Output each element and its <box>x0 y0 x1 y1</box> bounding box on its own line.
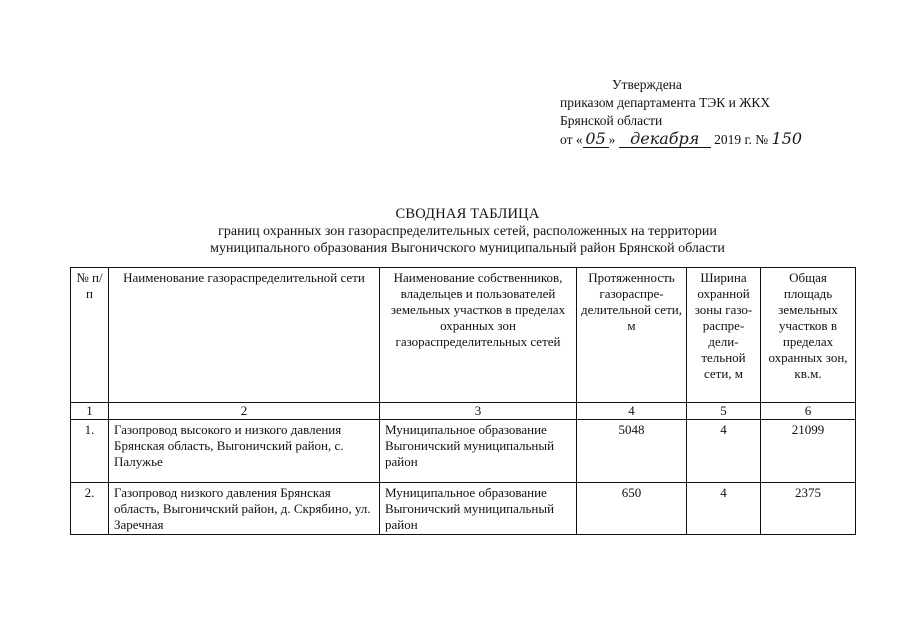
column-number: 6 <box>761 403 856 420</box>
approval-heading: Утверждена <box>612 77 682 92</box>
title-subline-2: муниципального образования Выгоничского муниципальный район Брянской области <box>210 241 725 256</box>
table-row <box>71 420 856 483</box>
table-header-row <box>71 268 856 403</box>
header-total-area: Общая площадь земельных участков в пределах охранных зон, кв.м. <box>761 268 856 403</box>
row-network: Газопровод высокого и низкого давления Брянская область, Выгоничский район, с. Палужье <box>109 420 380 483</box>
row-network: Газопровод низкого давления Брянская область, Выгоничский район, д. Скрябино, ул. Заречная <box>109 483 380 535</box>
title-subline-1: границ охранных зон газораспределительных сетей, расположенных на территории <box>218 224 717 239</box>
date-prefix: от « <box>560 132 583 147</box>
approval-order-line: приказом департамента ТЭК и ЖКХ <box>560 95 771 110</box>
column-number: 4 <box>577 403 687 420</box>
handwritten-month: декабря <box>630 129 700 148</box>
row-index: 1. <box>71 420 109 483</box>
column-number-row <box>71 403 856 420</box>
date-mid: » <box>608 132 616 147</box>
column-number: 3 <box>380 403 577 420</box>
row-length: 650 <box>577 483 687 535</box>
row-zone-width: 4 <box>687 420 761 483</box>
approval-block <box>560 76 890 149</box>
number-label: № <box>755 132 769 147</box>
row-owner: Муниципальное образование Выгоничский муниципальный район <box>380 420 577 483</box>
row-owner: Муниципальное образование Выгоничский муниципальный район <box>380 483 577 535</box>
title-main: СВОДНАЯ ТАБЛИЦА <box>395 206 540 222</box>
handwritten-number: 150 <box>771 129 803 148</box>
header-index: № п/п <box>71 268 109 403</box>
summary-table <box>70 267 856 535</box>
row-area: 21099 <box>761 420 856 483</box>
column-number: 5 <box>687 403 761 420</box>
table-row <box>71 483 856 535</box>
document-title <box>0 206 905 257</box>
approval-region-line: Брянской области <box>560 113 663 128</box>
column-number: 1 <box>71 403 109 420</box>
header-network-name: Наименование газораспределительной сети <box>109 268 380 403</box>
row-length: 5048 <box>577 420 687 483</box>
column-number: 2 <box>109 403 380 420</box>
header-length: Протяженность газораспре-делительной сети, м <box>577 268 687 403</box>
row-zone-width: 4 <box>687 483 761 535</box>
handwritten-day: 05 <box>585 129 606 148</box>
row-area: 2375 <box>761 483 856 535</box>
header-owners: Наименование собственников, владельцев и пользователей земельных участков в пределах охранных зон газораспределительных сетей <box>380 268 577 403</box>
date-year: 2019 г. <box>714 132 752 147</box>
header-zone-width: Ширина охранной зоны газо-распре-дели-тельной сети, м <box>687 268 761 403</box>
row-index: 2. <box>71 483 109 535</box>
approval-date-line <box>560 130 890 149</box>
